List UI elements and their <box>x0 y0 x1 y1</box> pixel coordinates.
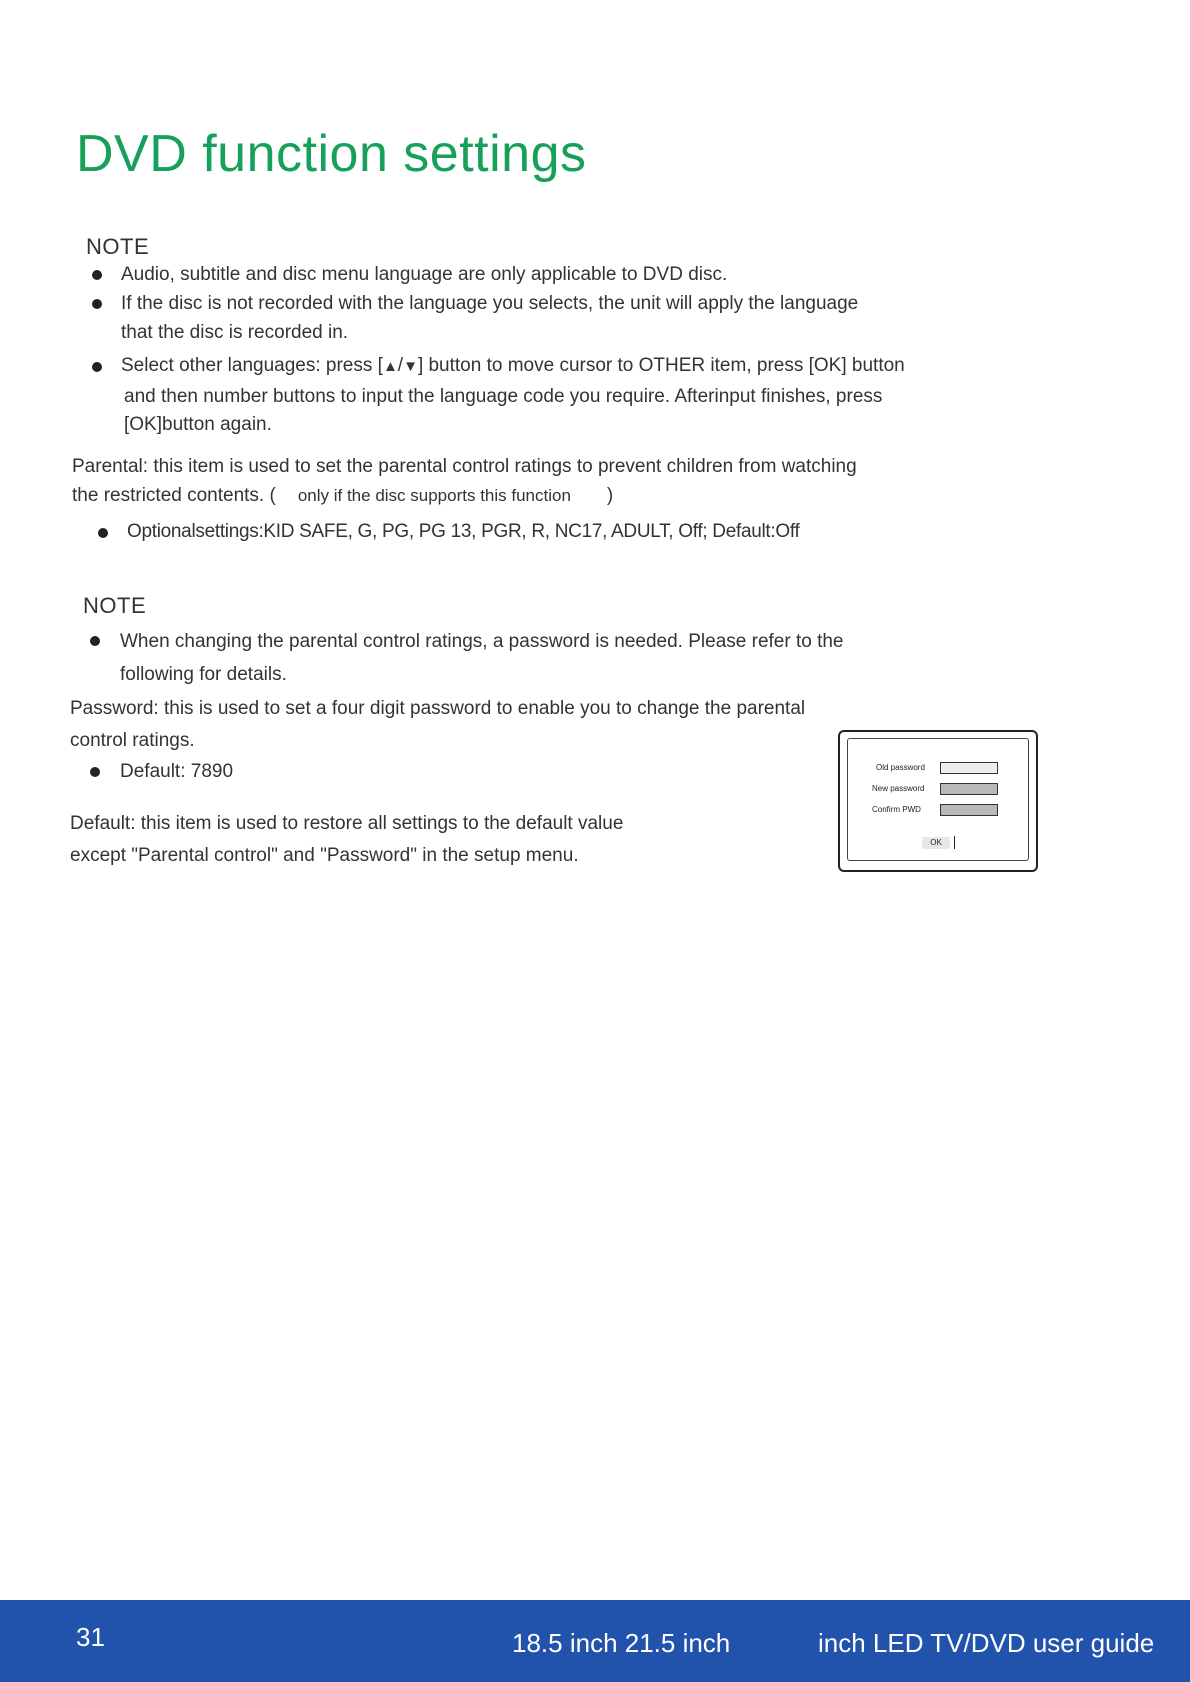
note-text: that the disc is recorded in. <box>121 322 349 343</box>
bullet-icon <box>92 270 102 280</box>
password-text: control ratings. <box>70 730 195 751</box>
password-text: Password: this is used to set a four digit password to enable you to change the parental <box>70 698 806 719</box>
note-text-part: Select other languages: press [ <box>121 355 383 376</box>
parental-text-part: only if the disc supports this function <box>297 486 571 505</box>
note-heading: NOTE <box>86 234 150 259</box>
bullet-icon <box>90 636 100 646</box>
parental-text-part: the restricted contents. ( <box>72 485 276 506</box>
note-text: and then number buttons to input the language code you require. Afterinput finishes, press <box>124 386 883 407</box>
bullet-icon <box>90 767 100 777</box>
old-password-field[interactable] <box>940 762 998 774</box>
note-text <box>121 355 905 377</box>
password-default: Default: 7890 <box>120 761 234 782</box>
new-password-field[interactable] <box>940 783 998 795</box>
bullet-icon <box>92 299 102 309</box>
default-text: except "Parental control" and "Password" in the setup menu. <box>70 845 579 866</box>
note-text: following for details. <box>120 664 287 685</box>
parental-text-part: ) <box>606 485 614 506</box>
note-text: Audio, subtitle and disc menu language are only applicable to DVD disc. <box>121 264 728 285</box>
bullet-icon <box>92 362 102 372</box>
bullet-icon <box>98 528 108 538</box>
password-dialog <box>838 730 1038 872</box>
down-arrow-icon: ▼ <box>403 358 418 375</box>
old-password-label: Old password <box>876 763 925 772</box>
confirm-password-label: Confirm PWD <box>872 805 921 814</box>
footer-sizes: 18.5 inch 21.5 inch <box>512 1628 731 1658</box>
note-text: [OK]button again. <box>124 414 272 435</box>
page-number: 31 <box>76 1622 105 1652</box>
new-password-label: New password <box>872 784 925 793</box>
text-cursor <box>954 836 955 849</box>
up-arrow-icon: ▲ <box>382 358 398 375</box>
footer-bar <box>0 1600 1190 1682</box>
parental-options: Optionalsettings:KID SAFE, G, PG, PG 13, PGR, R, NC17, ADULT, Off; Default:Off <box>127 521 800 542</box>
page-title: DVD function settings <box>76 125 587 183</box>
confirm-password-field[interactable] <box>940 804 998 816</box>
password-dialog-frame <box>847 738 1029 861</box>
parental-text <box>72 485 613 507</box>
footer-guide-title: inch LED TV/DVD user guide <box>818 1628 1155 1658</box>
default-text: Default: this item is used to restore all settings to the default value <box>70 813 624 834</box>
note-text-part: ] button to move cursor to OTHER item, press [OK] button <box>417 355 905 376</box>
note-text: When changing the parental control ratings, a password is needed. Please refer to the <box>120 631 844 652</box>
note-text: If the disc is not recorded with the language you selects, the unit will apply the language <box>121 293 859 314</box>
note-heading: NOTE <box>83 593 147 618</box>
ok-button[interactable]: OK <box>922 837 950 849</box>
note-text-part: / <box>397 355 404 376</box>
parental-text: Parental: this item is used to set the parental control ratings to prevent children from watching <box>72 456 857 477</box>
